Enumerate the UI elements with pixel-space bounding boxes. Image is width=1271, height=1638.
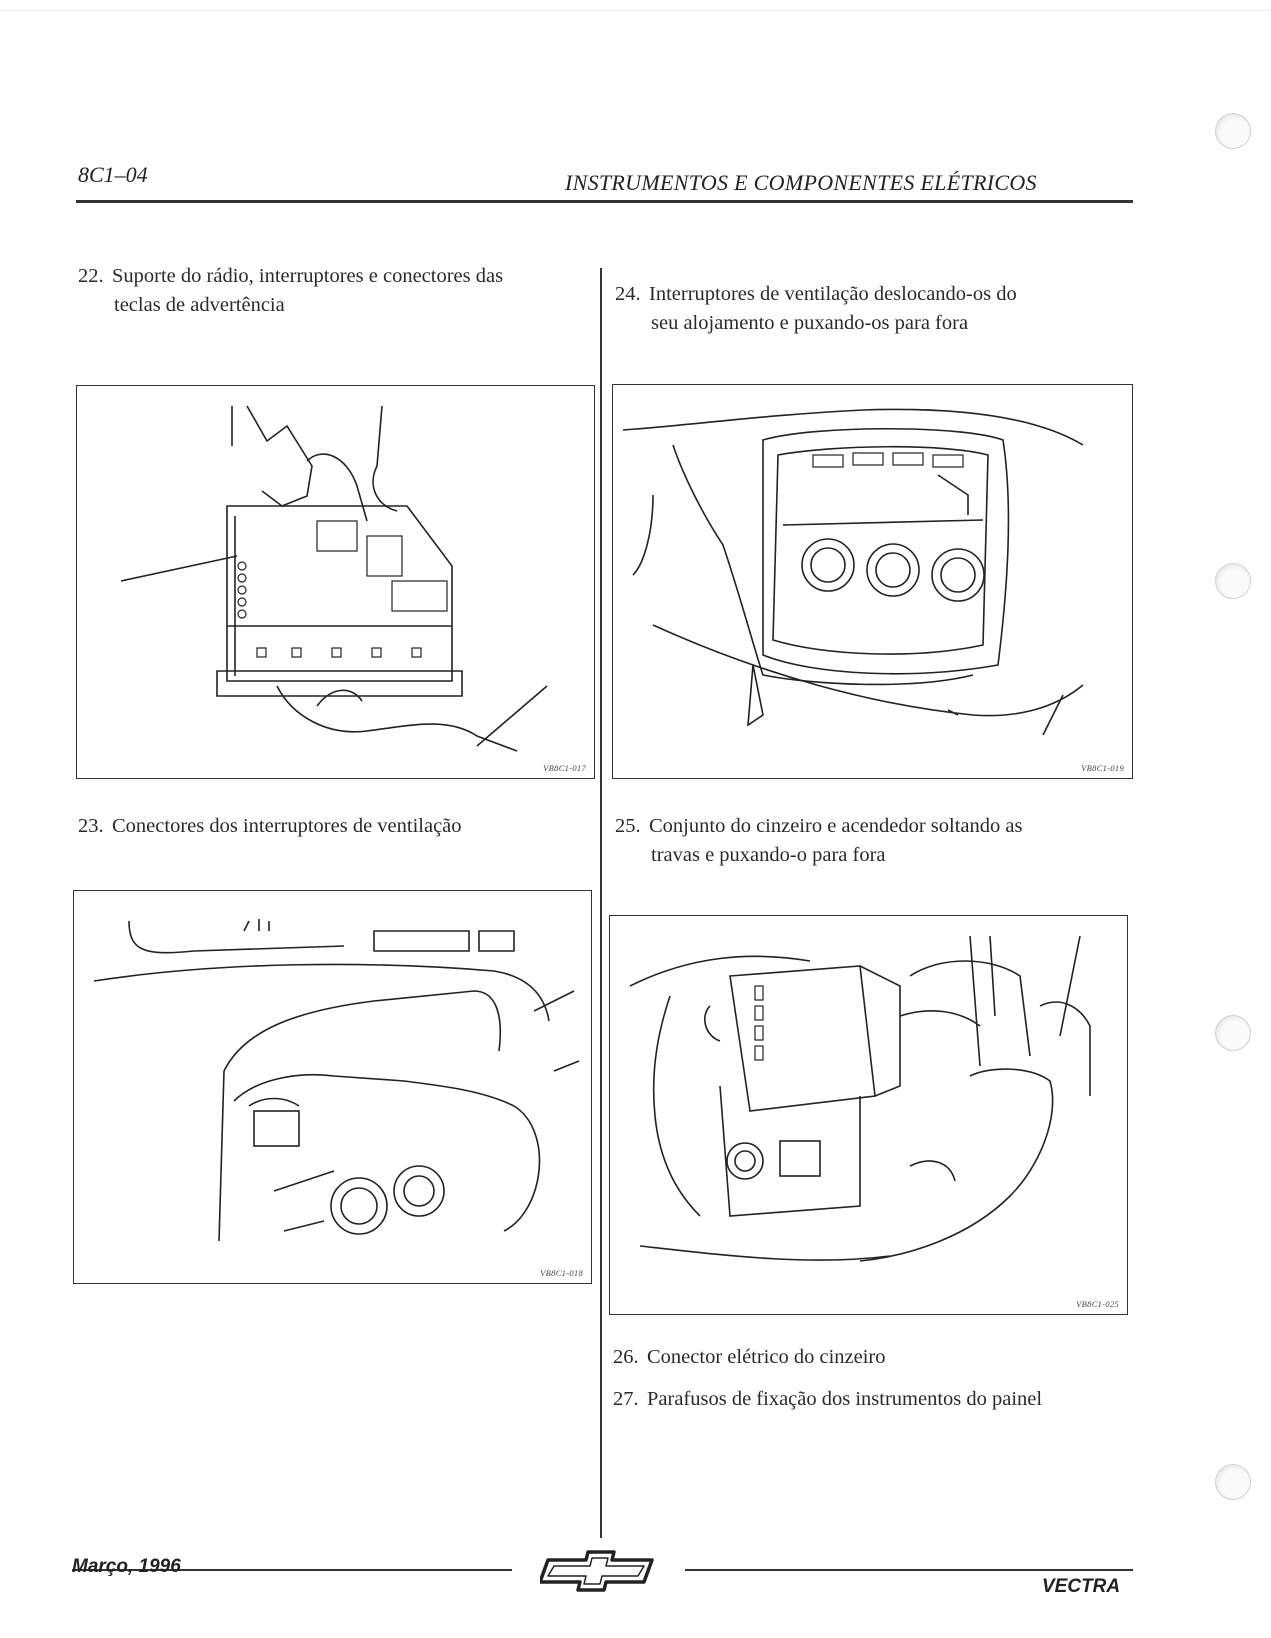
figure-code: VB8C1-017 — [543, 763, 586, 773]
step-number: 23. — [78, 815, 104, 837]
bowtie-logo-icon — [540, 1546, 660, 1596]
step-number: 25. — [615, 815, 641, 837]
step-text: teclas de advertência — [114, 294, 285, 316]
step-number: 27. — [613, 1388, 639, 1410]
step-text: seu alojamento e puxando-os para fora — [651, 312, 969, 334]
figure-code: VB8C1-018 — [540, 1268, 583, 1278]
footer-rule — [685, 1569, 1133, 1571]
step-22 — [78, 262, 590, 320]
step-text: Interruptores de ventilação deslocando-os do — [649, 283, 1017, 305]
step-number: 22. — [78, 265, 104, 287]
figure-ashtray-lighter — [609, 915, 1128, 1315]
step-text: Conjunto do cinzeiro e acendedor soltando as — [649, 815, 1023, 837]
punch-hole — [1215, 113, 1251, 149]
step-number: 26. — [613, 1346, 639, 1368]
step-25 — [615, 812, 1127, 870]
step-24 — [615, 280, 1127, 338]
vent-switches-illustration — [613, 385, 1132, 778]
step-text: Parafusos de fixação dos instrumentos do painel — [647, 1388, 1043, 1410]
figure-vent-switches — [612, 384, 1133, 779]
step-text: travas e puxando-o para fora — [651, 844, 886, 866]
figure-radio-support — [76, 385, 595, 779]
figure-code: VB8C1-025 — [1076, 1299, 1119, 1309]
vent-connectors-illustration — [74, 891, 591, 1283]
step-27 — [613, 1385, 1125, 1414]
punch-hole — [1215, 563, 1251, 599]
step-text: Conector elétrico do cinzeiro — [647, 1346, 886, 1368]
ashtray-lighter-illustration — [610, 916, 1127, 1314]
punch-hole — [1215, 1015, 1251, 1051]
step-26 — [613, 1343, 1125, 1372]
step-text: Conectores dos interruptores de ventilação — [112, 815, 462, 837]
footer-date: Março, 1996 — [72, 1556, 181, 1577]
column-divider — [600, 268, 602, 1538]
punch-hole — [1215, 1464, 1251, 1500]
step-text: Suporte do rádio, interruptores e conectores das — [112, 265, 504, 287]
page-title: INSTRUMENTOS E COMPONENTES ELÉTRICOS — [565, 170, 1037, 195]
figure-vent-connectors — [73, 890, 592, 1284]
radio-support-illustration — [77, 386, 594, 778]
step-number: 24. — [615, 283, 641, 305]
header-rule — [76, 200, 1133, 203]
figure-code: VB8C1-019 — [1081, 763, 1124, 773]
scan-edge — [0, 10, 1271, 11]
section-code: 8C1–04 — [78, 162, 148, 187]
step-23 — [78, 812, 590, 841]
footer-model: VECTRA — [1042, 1576, 1121, 1597]
